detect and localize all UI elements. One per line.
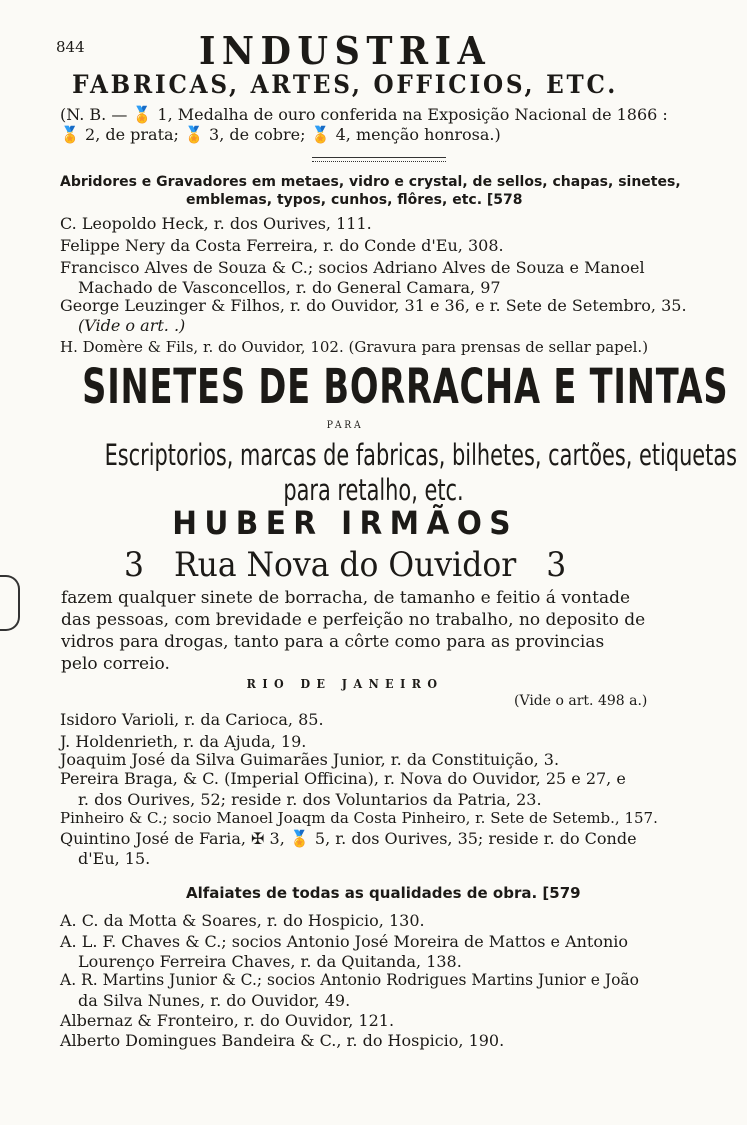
- ad-description-line: pelo correio.: [61, 654, 170, 674]
- entry: Albernaz & Fronteiro, r. do Ouvidor, 121.: [60, 1011, 395, 1030]
- ad-description-line: fazem qualquer sinete de borracha, de tamanho e feitio á vontade: [61, 588, 631, 608]
- margin-bracket-mark: [0, 575, 20, 631]
- entry: A. L. F. Chaves & C.; socios Antonio José Moreira de Mattos e Antonio: [60, 932, 629, 951]
- entry: Francisco Alves de Souza & C.; socios Adriano Alves de Souza e Manoel: [60, 258, 645, 277]
- entry: C. Leopoldo Heck, r. dos Ourives, 111.: [60, 214, 372, 233]
- ad-line-2: para retalho, etc.: [283, 473, 464, 507]
- entry: Pinheiro & C.; socio Manoel Joaqm da Costa Pinheiro, r. Sete de Setemb., 157.: [60, 809, 658, 827]
- page-subheading: FABRICAS, ARTES, OFFICIOS, ETC.: [72, 70, 619, 99]
- page-number: 844: [56, 38, 85, 56]
- entry: J. Holdenrieth, r. da Ajuda, 19.: [60, 732, 307, 751]
- medal-legend-line-1: (N. B. — 🏅 1, Medalha de ouro conferida na Exposição Nacional de 1866 :: [60, 105, 668, 124]
- entry-continuation: d'Eu, 15.: [78, 849, 151, 868]
- entry-continuation: Machado de Vasconcellos, r. do General Camara, 97: [78, 278, 501, 297]
- entry: Pereira Braga, & C. (Imperial Officina), r. Nova do Ouvidor, 25 e 27, e: [60, 769, 626, 788]
- ad-description-line: vidros para drogas, tanto para a côrte como para as provincias: [61, 632, 605, 652]
- entry: Quintino José de Faria, ✠ 3, 🏅 5, r. dos Ourives, 35; reside r. do Conde: [60, 829, 637, 848]
- entry: Joaquim José da Silva Guimarães Junior, r. da Constituição, 3.: [60, 750, 560, 769]
- entry: Felippe Nery da Costa Ferreira, r. do Conde d'Eu, 308.: [60, 236, 504, 255]
- entry-continuation: (Vide o art. .): [78, 316, 186, 335]
- entry: George Leuzinger & Filhos, r. do Ouvidor, 31 e 36, e r. Sete de Setembro, 35.: [60, 296, 687, 315]
- ad-address: 3 Rua Nova do Ouvidor 3: [124, 545, 567, 585]
- entry: Alberto Domingues Bandeira & C., r. do Hospicio, 190.: [60, 1031, 505, 1050]
- ornamental-divider: [312, 157, 446, 162]
- section-title-abridores-cont: emblemas, typos, cunhos, flôres, etc. [578: [186, 192, 523, 208]
- page-heading: INDUSTRIA: [199, 28, 492, 73]
- entry: Isidoro Varioli, r. da Carioca, 85.: [60, 710, 324, 729]
- ad-description-line: das pessoas, com brevidade e perfeição no trabalho, no deposito de: [61, 610, 646, 630]
- ad-title: SINETES DE BORRACHA E TINTAS: [82, 359, 729, 415]
- ad-city: RIO DE JANEIRO: [246, 677, 444, 691]
- entry-continuation: r. dos Ourives, 52; reside r. dos Voluntarios da Patria, 23.: [78, 790, 542, 809]
- ad-line-1: Escriptorios, marcas de fabricas, bilhetes, cartões, etiquetas: [104, 438, 738, 472]
- entry-continuation: Lourenço Ferreira Chaves, r. da Quitanda, 138.: [78, 952, 462, 971]
- section-title-alfaiates: Alfaiates de todas as qualidades de obra. [579: [186, 884, 581, 902]
- medal-legend-line-2: 🏅 2, de prata; 🏅 3, de cobre; 🏅 4, menção honrosa.): [60, 125, 501, 144]
- section-title-abridores: Abridores e Gravadores em metaes, vidro e crystal, de sellos, chapas, sinetes,: [60, 174, 681, 190]
- entry: H. Domère & Fils, r. do Ouvidor, 102. (Gravura para prensas de sellar papel.): [60, 338, 649, 356]
- ad-vide-reference: (Vide o art. 498 a.): [514, 693, 648, 709]
- ad-para-label: PARA: [326, 420, 364, 431]
- entry: A. R. Martins Junior & C.; socios Antonio Rodrigues Martins Junior e João: [60, 971, 639, 989]
- entry-continuation: da Silva Nunes, r. do Ouvidor, 49.: [78, 991, 351, 1010]
- entry: A. C. da Motta & Soares, r. do Hospicio, 130.: [60, 911, 425, 930]
- ad-firm-name: HUBER IRMÃOS: [172, 504, 518, 542]
